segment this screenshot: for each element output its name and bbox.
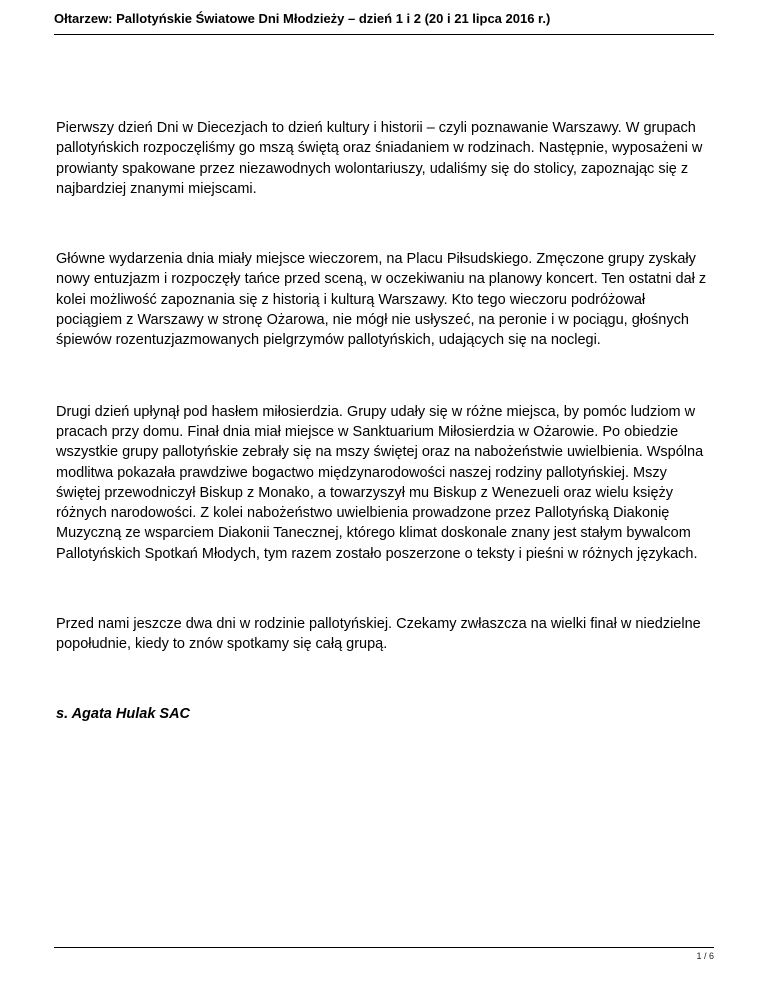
page-number: 1 / 6 [696, 951, 714, 961]
page-header-title: Ołtarzew: Pallotyńskie Światowe Dni Młodzieży – dzień 1 i 2 (20 i 21 lipca 2016 r.) [54, 11, 551, 26]
article-body [56, 118, 714, 724]
article-paragraph-2: Główne wydarzenia dnia miały miejsce wieczorem, na Placu Piłsudskiego. Zmęczone grupy zyskały nowy entuzjazm i rozpoczęły tańce przed sceną, w oczekiwaniu na planowy koncert. Ten ostatni dał z kolei możliwość zapoznania się z historią i kulturą Warszawy. Kto tego wieczoru podróżował pociągiem z Warszawy w stronę Ożarowa, nie mógł nie usłyszeć, na peronie i w pociągu, głośnych śpiewów rozentuzjazmowanych pielgrzymów pallotyńskich, udających się na noclegi. [56, 251, 707, 349]
article-paragraph-1: Pierwszy dzień Dni w Diecezjach to dzień kultury i historii – czyli poznawanie Warszawy. W grupach pallotyńskich rozpoczęliśmy go mszą świętą oraz śniadaniem w rodzinach. Następnie, wyposażeni w prowianty spakowane przez niezawodnych wolontariuszy, udaliśmy się do stolicy, zapoznając się z najbardziej znanymi miejscami. [56, 120, 703, 197]
article-paragraph-4: Przed nami jeszcze dwa dni w rodzinie pallotyńskiej. Czekamy zwłaszcza na wielki finał w niedzielne popołudnie, kiedy to znów spotkamy się całą grupą. [56, 616, 701, 653]
header-divider [54, 34, 714, 35]
article-paragraph-3: Drugi dzień upłynął pod hasłem miłosierdzia. Grupy udały się w różne miejsca, by pomóc ludziom w pracach przy domu. Finał dnia miał miejsce w Sanktuarium Miłosierdzia w Ożarowie. Po obiedzie wszystkie grupy pallotyńskie zebrały się na mszy świętej oraz na nabożeństwie uwielbienia. Wspólna modlitwa pokazała prawdziwe bogactwo międzynarodowości naszej rodziny pallotyńskiej. Mszy świętej przewodniczył Biskup z Monako, a towarzyszył mu Biskup z Wenezueli oraz wielu księży różnych narodowości. Z kolei nabożeństwo uwielbienia prowadzone przez Pallotyńską Diakonię Muzyczną ze wsparciem Diakonii Tanecznej, którego klimat doskonale znany jest stałym bywalcom Pallotyńskich Spotkań Młodych, tym razem zostało poszerzone o teksty i pieśni w różnych językach. [56, 403, 704, 562]
footer-divider [54, 947, 714, 948]
article-author: s. Agata Hulak SAC [56, 705, 191, 722]
